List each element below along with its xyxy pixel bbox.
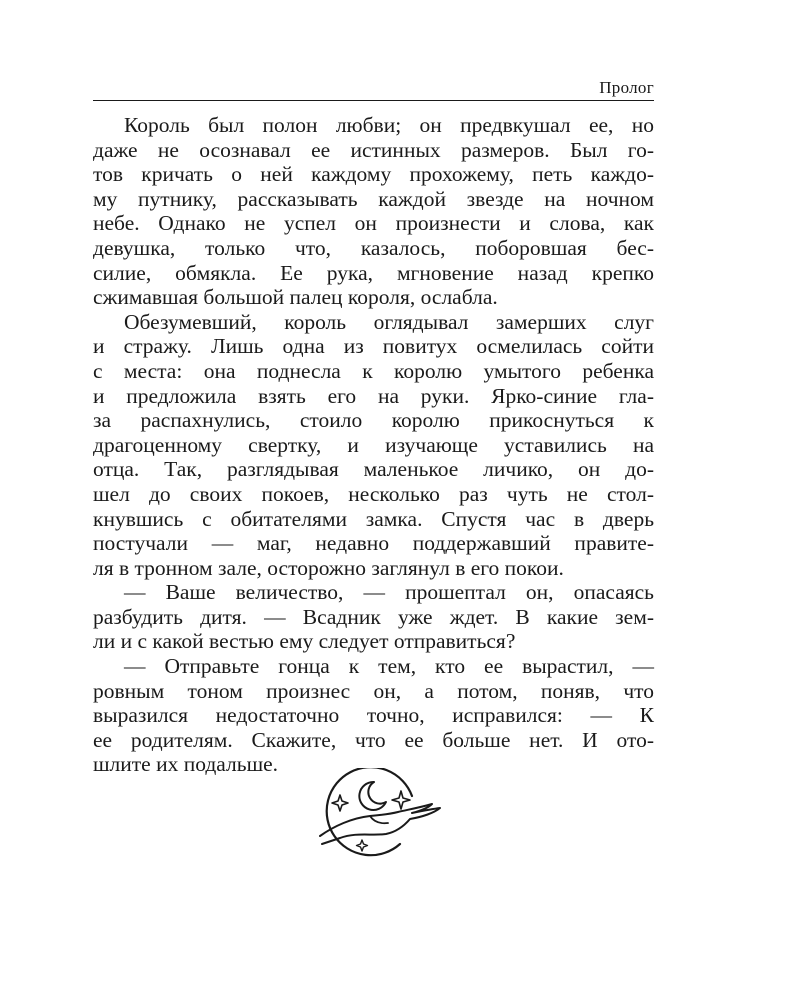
text-line: шел до своих покоев, несколько раз чуть не стол-	[93, 481, 654, 506]
body-text	[93, 113, 654, 777]
text-line: — Отправьте гонца к тем, кто ее вырастил, —	[124, 654, 654, 679]
text-line: Король был полон любви; он предвкушал ее, но	[124, 113, 654, 137]
text-line: выразился недостаточно точно, исправился: — К	[93, 703, 654, 728]
text-line: Обезумевший, король оглядывал замерших слуг	[124, 309, 654, 334]
star-icon-left	[332, 795, 348, 811]
text-line: отца. Так, разглядывая маленькое личико, он до-	[93, 457, 654, 482]
text-line: кнувшись с обитателями замка. Спустя час в дверь	[93, 506, 654, 531]
hand-thumb-icon	[370, 816, 388, 823]
text-line: даже не осознавал ее истинных размеров. Был го-	[93, 137, 654, 162]
star-icon-right	[392, 791, 410, 809]
chapter-title: Пролог	[599, 78, 654, 97]
text-line: разбудить дитя. — Всадник уже ждет. В какие зем-	[93, 604, 654, 629]
text-line: ровным тоном произнес он, а потом, поняв, что	[93, 678, 654, 703]
hand-icon	[320, 804, 440, 844]
text-line: шлите их подальше.	[93, 752, 279, 777]
crescent-moon-icon	[359, 782, 386, 810]
text-line: и предложила взять его на руки. Ярко-синие гла-	[93, 383, 654, 408]
text-line: му путнику, рассказывать каждой звезде на ночном	[93, 186, 654, 211]
text-line: постучали — маг, недавно поддержавший правите-	[93, 531, 654, 556]
text-line: за распахнулись, стоило королю прикоснуться к	[93, 408, 654, 433]
star-icon-bottom	[357, 840, 368, 851]
text-line: сжимавшая большой палец короля, ослабла.	[93, 285, 498, 310]
text-line: — Ваше величество, — прошептал он, опасаясь	[124, 580, 654, 605]
text-line: силие, обмякла. Ее рука, мгновение назад крепко	[93, 260, 654, 285]
text-line: ее родителям. Скажите, что ее больше нет. И ото-	[93, 727, 654, 752]
text-line: тов кричать о ней каждому прохожему, петь каждо-	[93, 162, 654, 187]
running-header	[93, 78, 654, 101]
text-line: ля в тронном зале, осторожно заглянул в его покои.	[93, 555, 564, 580]
moon-stars-hand-icon	[300, 768, 448, 864]
text-line: ли и с какой вестью ему следует отправиться?	[93, 629, 516, 654]
text-line: и стражу. Лишь одна из повитух осмелилась сойти	[93, 334, 654, 359]
text-line: с места: она поднесла к королю умытого ребенка	[93, 358, 654, 383]
text-line: драгоценному свертку, и изучающе уставились на	[93, 432, 654, 457]
text-line: девушка, только что, казалось, поборовшая бес-	[93, 235, 654, 260]
text-line: небе. Однако не успел он произнести и слова, как	[93, 211, 654, 236]
